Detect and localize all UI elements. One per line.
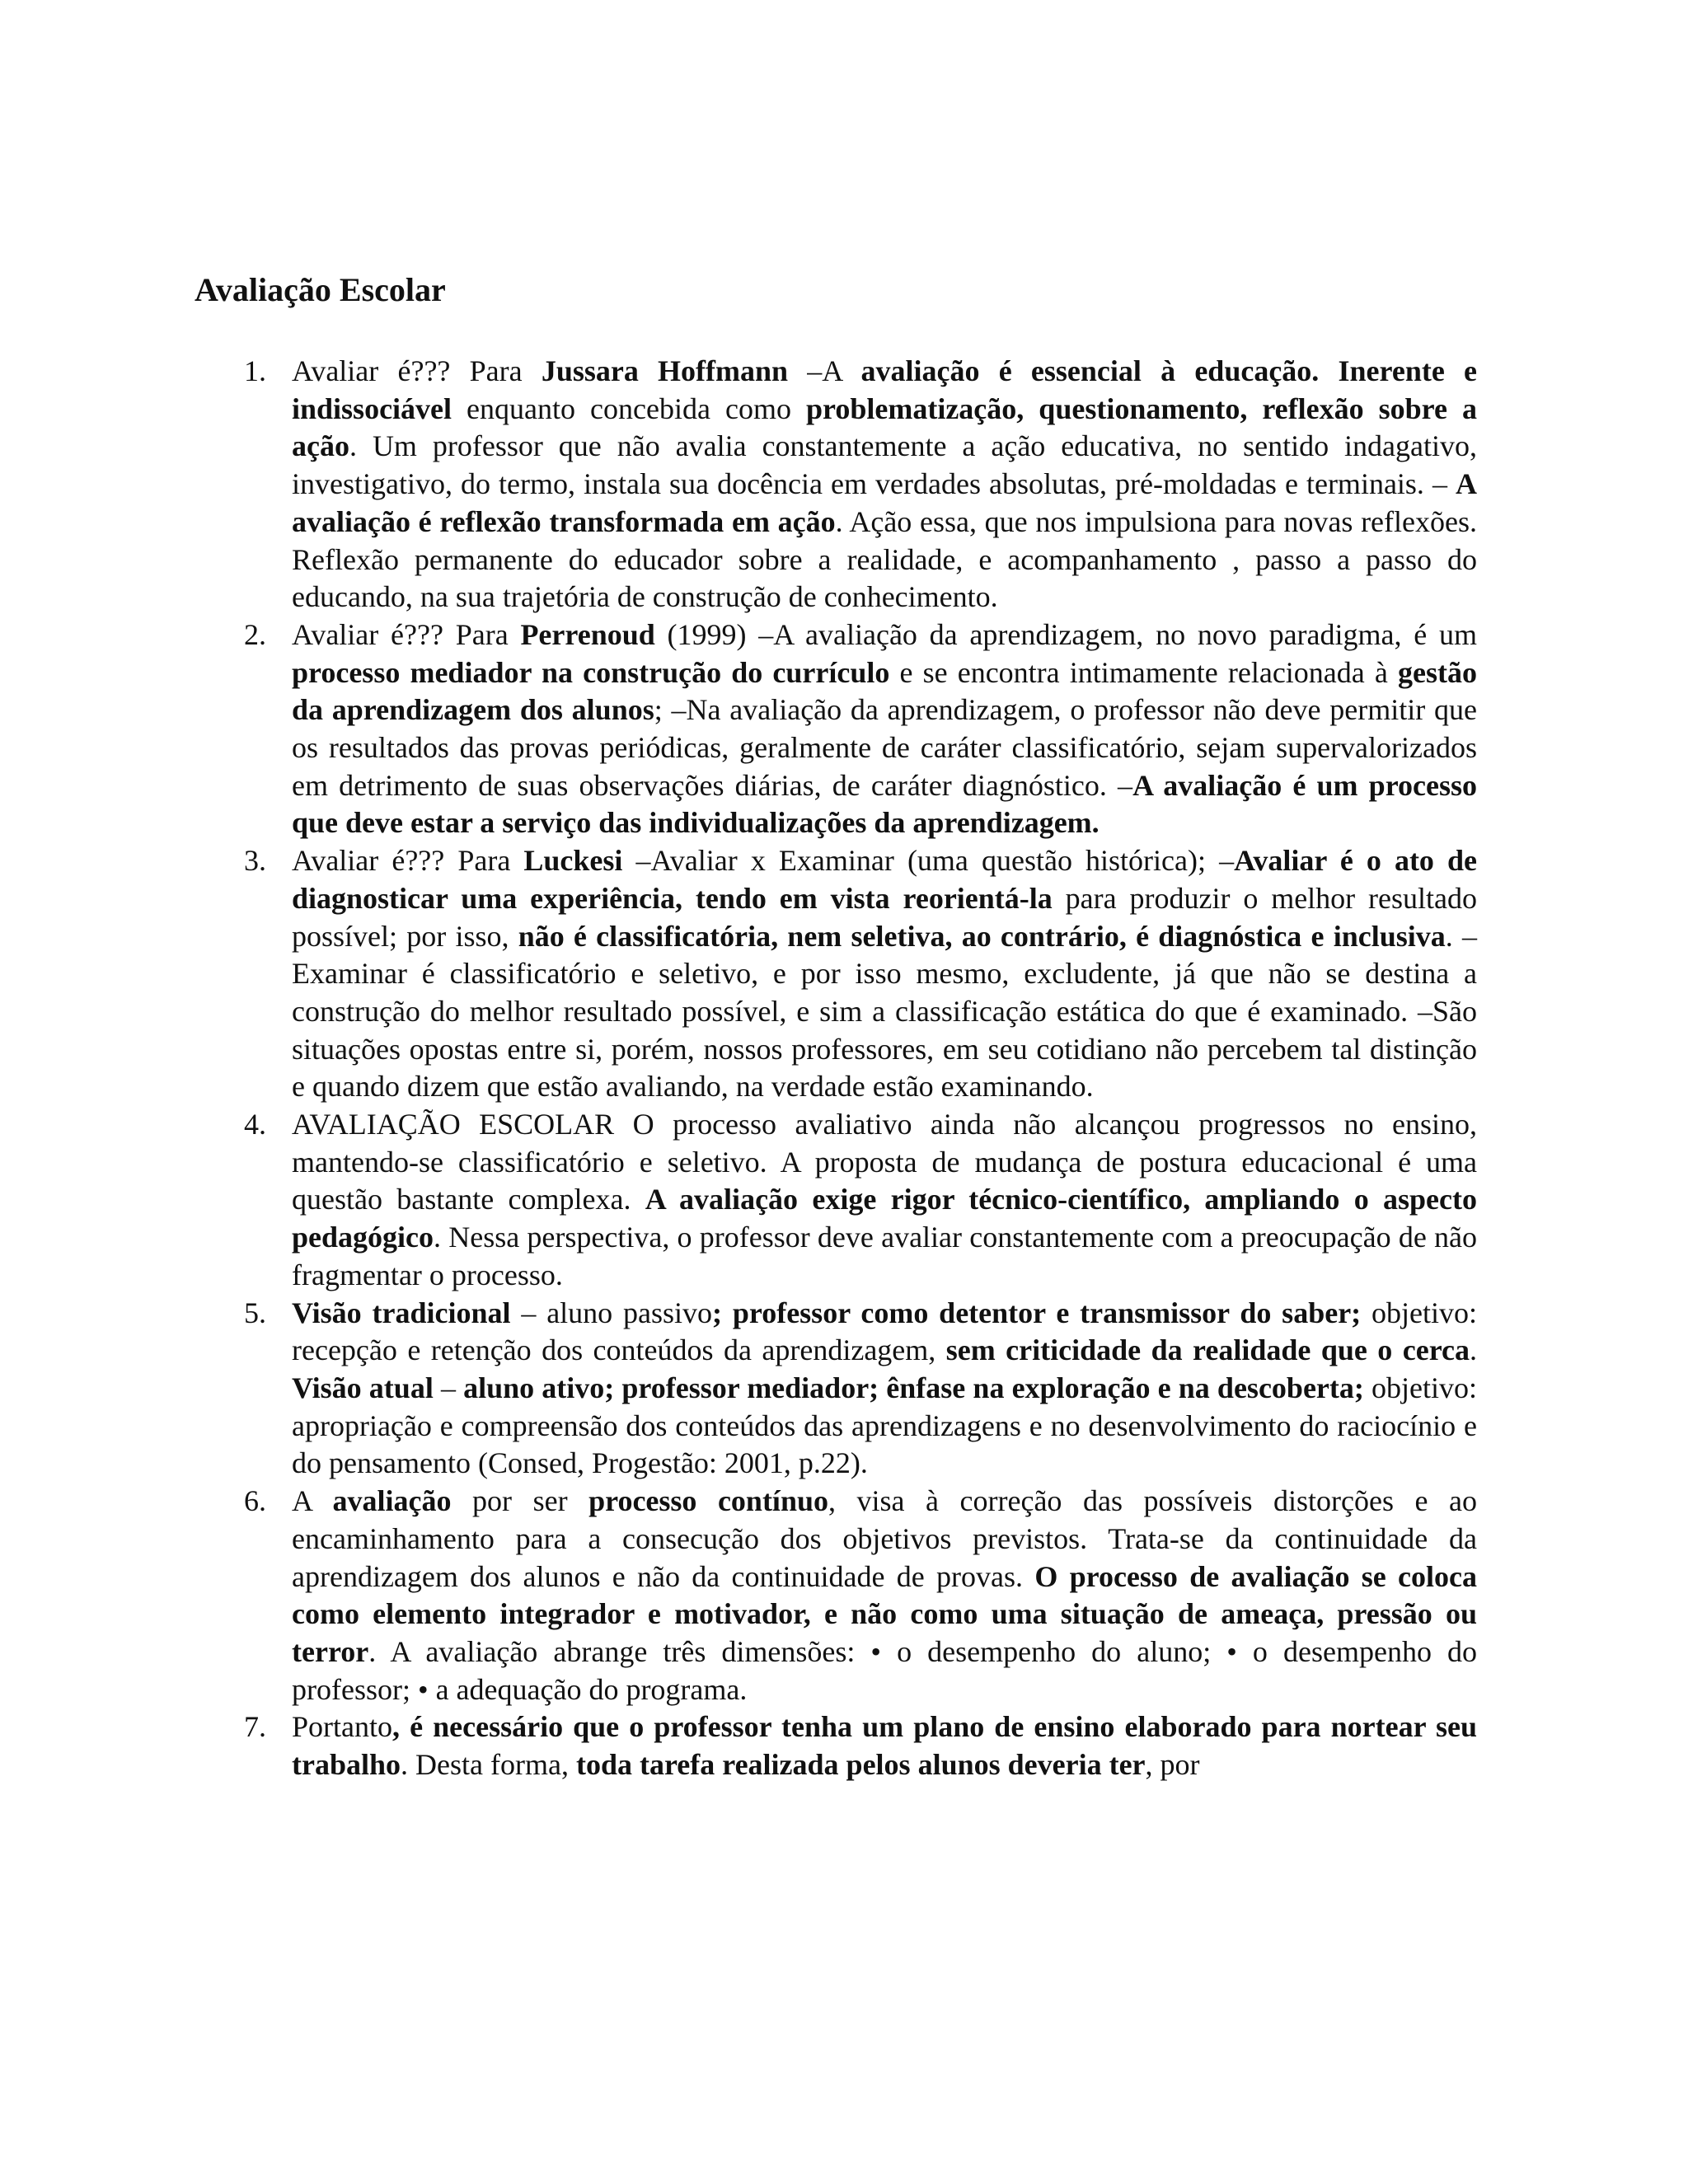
list-item-number: 4. (244, 1108, 266, 1141)
bold-text-segment: processo contínuo (588, 1484, 828, 1518)
bold-text-segment: processo mediador na construção do currículo (292, 655, 890, 689)
list-item-text (292, 618, 1477, 840)
bold-text-segment: sem criticidade da realidade que o cerca (945, 1333, 1470, 1367)
text-segment: Avaliar é??? Para (292, 354, 542, 387)
text-segment: . Ação essa, que nos impulsiona para novas reflexões. Reflexão permanente do educador sobre a realidade, e acompanhamento , passo a passo do educando, na sua trajetória de construção de conhecimento. (292, 504, 1477, 614)
text-segment: –A (788, 354, 861, 387)
bold-text-segment: A avaliação é um processo que deve estar a serviço das individualizações da aprendizagem. (292, 768, 1478, 840)
bold-text-segment: A avaliação exige rigor técnico-científico, ampliando o aspecto pedagógico (292, 1183, 1477, 1254)
text-segment: – aluno passivo (510, 1296, 713, 1329)
list-item-text (292, 354, 1477, 613)
text-segment: enquanto concebida como (452, 391, 806, 425)
text-segment: –Avaliar x Examinar (uma questão histórica); – (622, 844, 1235, 878)
bold-text-segment: avaliação (332, 1484, 452, 1518)
text-segment: . Nessa perspectiva, o professor deve avaliar constantemente com a preocupação de não fragmentar o processo. (292, 1221, 1477, 1291)
bold-text-segment: Perrenoud (520, 617, 655, 651)
bold-text-segment: aluno ativo; professor mediador; ênfase na exploração e na descoberta; (463, 1371, 1364, 1404)
text-segment: para produzir o melhor resultado possível; por isso, (292, 881, 1477, 953)
text-segment: . Desta forma, (401, 1748, 576, 1782)
bold-text-segment: gestão da aprendizagem dos alunos (292, 655, 1477, 727)
bold-text-segment: toda tarefa realizada pelos alunos deveria ter (575, 1748, 1146, 1782)
text-segment: . –Examinar é classificatório e seletivo, e por isso mesmo, excludente, já que não se destina a construção do melhor resultado possível, e sim a classificação estática do que é examinado. –São situações opostas entre si, porém, nossos professores, em seu cotidiano não percebem tal distinção e quando dizem que estão avaliando, na verdade estão examinando. (292, 919, 1478, 1104)
bold-text-segment: , é necessário que o professor tenha um plano de ensino elaborado para nortear seu trabalho (292, 1710, 1477, 1782)
list-item (195, 1708, 1477, 1783)
text-segment: ; –Na avaliação da aprendizagem, o professor não deve permitir que os resultados das provas periódicas, geralmente de caráter classificatório, sejam supervalorizados em detrimento de suas observações diárias, de caráter diagnóstico. – (292, 693, 1477, 802)
list-item-text (292, 1484, 1477, 1706)
list-item (195, 1483, 1477, 1708)
text-segment: AVALIAÇÃO ESCOLAR O processo avaliativo ainda não alcançou progressos no ensino, mantendo-se classificatório e seletivo. A proposta de mudança de postura educacional é uma questão bastante complexa. (292, 1108, 1477, 1216)
text-segment: Portanto (292, 1710, 392, 1744)
list-item-text (292, 1710, 1477, 1781)
bold-text-segment: Avaliar é o ato de diagnosticar uma experiência, tendo em vista reorientá-la (292, 844, 1478, 915)
text-segment: Avaliar é??? Para (292, 844, 524, 878)
text-segment: . A avaliação abrange três dimensões: • o desempenho do aluno; • o desempenho do professor; • a adequação do programa. (292, 1634, 1477, 1706)
list-item (195, 353, 1477, 616)
list-item (195, 1295, 1477, 1483)
bold-text-segment: Visão atual (292, 1371, 434, 1404)
text-segment: , por (1145, 1748, 1200, 1782)
list-item-number: 6. (244, 1484, 266, 1518)
list-item-text (292, 1296, 1477, 1480)
bold-text-segment: ; professor como detentor e transmissor do saber; (712, 1296, 1362, 1329)
numbered-list (195, 353, 1477, 1784)
list-item (195, 1106, 1477, 1295)
text-segment: Avaliar é??? Para (292, 617, 521, 651)
text-segment: . Um professor que não avalia constantemente a ação educativa, no sentido indagativo, investigativo, do termo, instala sua docência em verdades absolutas, pré-moldadas e terminais. – (292, 429, 1477, 501)
bold-text-segment: Jussara Hoffmann (541, 354, 789, 387)
text-segment: objetivo: recepção e retenção dos conteúdos da aprendizagem, (292, 1296, 1477, 1367)
bold-text-segment: Luckesi (523, 844, 623, 878)
list-item-number: 1. (244, 354, 266, 387)
bold-text-segment: não é classificatória, nem seletiva, ao contrário, é diagnóstica e inclusiva (518, 919, 1446, 953)
list-item-text (292, 1108, 1477, 1291)
list-item-number: 3. (244, 844, 266, 878)
text-segment: e se encontra intimamente relacionada à (889, 655, 1399, 689)
list-item (195, 842, 1477, 1106)
text-segment: A (292, 1484, 333, 1518)
text-segment: por ser (451, 1484, 589, 1518)
text-segment: – (433, 1371, 464, 1404)
list-item-number: 2. (244, 617, 266, 651)
bold-text-segment: O processo de avaliação se coloca como elemento integrador e motivador, e não como uma situação de ameaça, pressão ou terror (292, 1559, 1478, 1668)
list-item (195, 616, 1477, 842)
list-item-number: 7. (244, 1710, 266, 1744)
text-segment: (1999) –A avaliação da aprendizagem, no novo paradigma, é um (654, 617, 1478, 651)
bold-text-segment: Visão tradicional (292, 1296, 511, 1329)
text-segment: , visa à correção das possíveis distorções e ao encaminhamento para a consecução dos objetivos previstos. Trata-se da continuidade da aprendizagem dos alunos e não da continuidade de provas. (292, 1484, 1478, 1593)
document-title: Avaliação Escolar (195, 271, 446, 308)
list-item-text (292, 844, 1477, 1103)
list-item-number: 5. (244, 1296, 266, 1329)
text-segment: objetivo: apropriação e compreensão dos conteúdos das aprendizagens e no desenvolvimento do raciocínio e do pensamento (Consed, Progestão: 2001, p.22). (292, 1371, 1478, 1480)
bold-text-segment: avaliação é essencial à educação. Inerente e indissociável (292, 354, 1478, 425)
bold-text-segment: A avaliação é reflexão transformada em ação (292, 467, 1477, 538)
text-segment: . (1470, 1333, 1477, 1367)
bold-text-segment: problematização, questionamento, reflexão sobre a ação (292, 391, 1477, 463)
